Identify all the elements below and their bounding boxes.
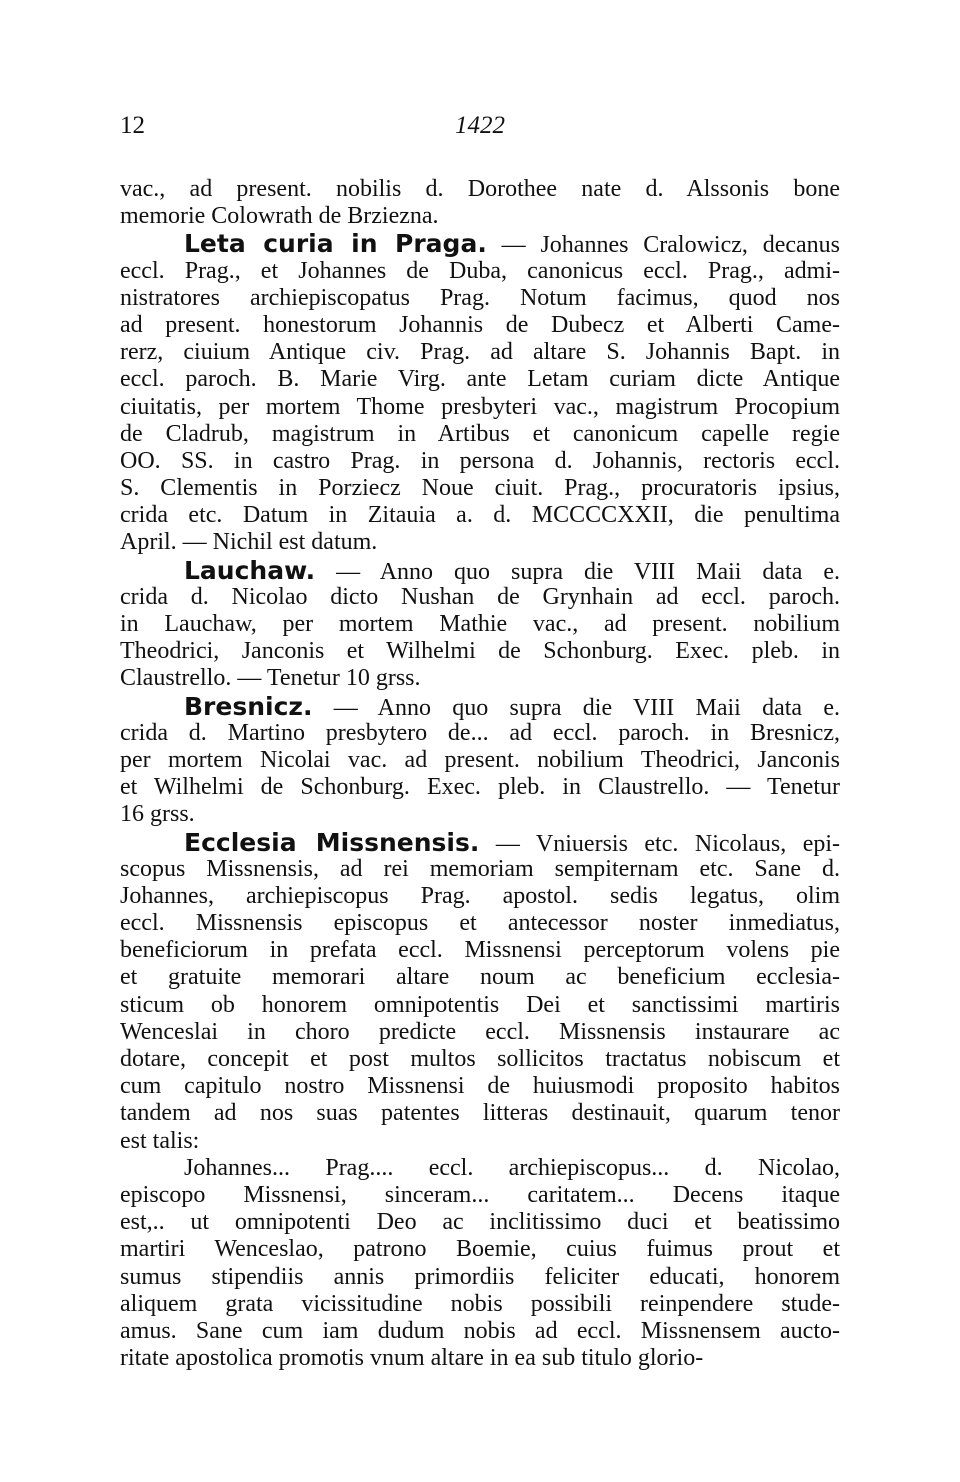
text-line bbox=[120, 1345, 840, 1372]
line-text: rerz, ciuium Antique civ. Prag. ad altare S. Johannis Bapt. in bbox=[120, 339, 840, 366]
text-line bbox=[120, 693, 840, 720]
text-line bbox=[120, 475, 840, 502]
text-line bbox=[120, 529, 840, 556]
line-text: — Anno quo supra die VIII Maii data e. bbox=[315, 558, 840, 584]
text-line bbox=[120, 448, 840, 475]
text-line bbox=[120, 665, 840, 692]
line-text: per mortem Nicolai vac. ad present. nobilium Theodrici, Janconis bbox=[120, 746, 840, 773]
paragraph bbox=[120, 557, 840, 693]
line-text: in Lauchaw, per mortem Mathie vac., ad present. nobilium bbox=[120, 611, 840, 637]
line-text: ad present. honestorum Johannis de Dubecz et Alberti Came- bbox=[120, 311, 840, 338]
paragraph bbox=[120, 230, 840, 556]
line-text: martiri Wenceslao, patrono Boemie, cuius fuimus prout et bbox=[120, 1236, 840, 1263]
line-text: nistratores archiepiscopatus Prag. Notum facimus, quod nos bbox=[120, 284, 840, 311]
line-text: scopus Missnensis, ad rei memoriam sempiternam etc. Sane d. bbox=[120, 855, 840, 882]
line-text: Johannes, archiepiscopus Prag. apostol. sedis legatus, olim bbox=[120, 882, 840, 909]
line-text: — Anno quo supra die VIII Maii data e. bbox=[312, 694, 840, 720]
text-line bbox=[120, 1182, 840, 1209]
text-line bbox=[120, 285, 840, 312]
text-line bbox=[120, 366, 840, 393]
line-text: — Johannes Cralowicz, decanus bbox=[486, 232, 840, 258]
line-text: et gratuite memorari altare noum ac beneficium ecclesia- bbox=[120, 964, 840, 991]
line-text: S. Clementis in Porziecz Noue ciuit. Prag., procuratoris ipsius, bbox=[120, 475, 840, 502]
entry-heading: Lauchaw. bbox=[184, 556, 316, 584]
text-line bbox=[120, 258, 840, 285]
line-text: vac., ad present. nobilis d. Dorothee nate d. Alssonis bone bbox=[120, 176, 840, 202]
line-text: et Wilhelmi de Schonburg. Exec. pleb. in Claustrello. — Tenetur bbox=[120, 774, 840, 801]
text-line bbox=[120, 1019, 840, 1046]
line-text: ritate apostolica promotis vnum altare in ea sub titulo glorio- bbox=[120, 1345, 704, 1372]
body-text bbox=[120, 176, 840, 1372]
line-text: crida d. Nicolao dicto Nushan de Grynhain ad eccl. paroch. bbox=[120, 583, 840, 610]
running-head-year: 1422 bbox=[455, 112, 505, 139]
text-line bbox=[120, 611, 840, 638]
text-line bbox=[120, 502, 840, 529]
line-text: tandem ad nos suas patentes litteras destinauit, quarum tenor bbox=[120, 1100, 840, 1127]
entry-heading: Leta curia in Praga. bbox=[184, 230, 487, 258]
text-line bbox=[120, 584, 840, 611]
text-line bbox=[120, 421, 840, 448]
text-line bbox=[120, 856, 840, 883]
text-line bbox=[120, 1291, 840, 1318]
text-line bbox=[120, 1236, 840, 1263]
text-line bbox=[120, 557, 840, 584]
line-text: cum capitulo nostro Missnensi de huiusmodi proposito habitos bbox=[120, 1073, 840, 1100]
line-text: — Vniuersis etc. Nicolaus, epi- bbox=[479, 830, 840, 856]
text-line bbox=[120, 203, 840, 230]
text-line bbox=[120, 964, 840, 991]
text-line bbox=[120, 230, 840, 257]
line-text: episcopo Missnensi, sinceram... caritatem... Decens itaque bbox=[120, 1181, 840, 1208]
text-line bbox=[120, 774, 840, 801]
text-line bbox=[120, 801, 840, 828]
text-line bbox=[120, 1128, 840, 1155]
text-line bbox=[120, 1264, 840, 1291]
line-text: 16 grss. bbox=[120, 801, 195, 828]
line-text: sticum ob honorem omnipotentis Dei et sanctissimi martiris bbox=[120, 991, 840, 1018]
text-line bbox=[120, 992, 840, 1019]
text-line bbox=[120, 1155, 840, 1182]
text-line bbox=[120, 883, 840, 910]
line-text: eccl. Prag., et Johannes de Duba, canonicus eccl. Prag., admi- bbox=[120, 257, 840, 284]
text-line bbox=[120, 1046, 840, 1073]
entry-heading: Ecclesia Missnensis. bbox=[184, 828, 480, 856]
text-line bbox=[120, 1209, 840, 1236]
line-text: de Cladrub, magistrum in Artibus et canonicum capelle regie bbox=[120, 420, 840, 447]
line-text: eccl. paroch. B. Marie Virg. ante Letam curiam dicte Antique bbox=[120, 366, 840, 393]
line-text: Claustrello. — Tenetur 10 grss. bbox=[120, 665, 421, 692]
line-text: Theodrici, Janconis et Wilhelmi de Schonburg. Exec. pleb. in bbox=[120, 638, 840, 665]
line-text: ciuitatis, per mortem Thome presbyteri vac., magistrum Procopium bbox=[120, 393, 840, 420]
text-line bbox=[120, 176, 840, 203]
line-text: memorie Colowrath de Brziezna. bbox=[120, 203, 439, 230]
line-text: OO. SS. in castro Prag. in persona d. Johannis, rectoris eccl. bbox=[120, 447, 840, 474]
paragraph bbox=[120, 693, 840, 829]
paragraph bbox=[120, 829, 840, 1155]
page-number: 12 bbox=[120, 112, 145, 139]
text-line bbox=[120, 1318, 840, 1345]
line-text: amus. Sane cum iam dudum nobis ad eccl. Missnensem aucto- bbox=[120, 1317, 840, 1344]
entry-heading: Bresnicz. bbox=[184, 692, 313, 720]
line-text: Wenceslai in choro predicte eccl. Missnensis instaurare ac bbox=[120, 1018, 840, 1045]
text-line bbox=[120, 829, 840, 856]
text-line bbox=[120, 1100, 840, 1127]
line-text: aliquem grata vicissitudine nobis possibili reinpendere stude- bbox=[120, 1290, 840, 1317]
text-line bbox=[120, 339, 840, 366]
line-text: Johannes... Prag.... eccl. archiepiscopus... d. Nicolao, bbox=[184, 1154, 840, 1181]
text-line bbox=[120, 747, 840, 774]
text-line bbox=[120, 394, 840, 421]
text-line bbox=[120, 910, 840, 937]
text-line bbox=[120, 720, 840, 747]
line-text: crida d. Martino presbytero de... ad eccl. paroch. in Bresnicz, bbox=[120, 719, 840, 746]
line-text: crida etc. Datum in Zitauia a. d. MCCCCXXII, die penultima bbox=[120, 502, 840, 529]
text-line bbox=[120, 312, 840, 339]
text-line bbox=[120, 1073, 840, 1100]
line-text: est,.. ut omnipotenti Deo ac inclitissimo duci et beatissimo bbox=[120, 1209, 840, 1236]
line-text: est talis: bbox=[120, 1127, 200, 1154]
text-line bbox=[120, 937, 840, 964]
line-text: eccl. Missnensis episcopus et antecessor noster inmediatus, bbox=[120, 910, 840, 937]
text-line bbox=[120, 638, 840, 665]
line-text: dotare, concepit et post multos sollicitos tractatus nobiscum et bbox=[120, 1046, 840, 1072]
line-text: sumus stipendiis annis primordiis feliciter educati, honorem bbox=[120, 1263, 840, 1290]
running-head bbox=[120, 112, 840, 142]
line-text: April. — Nichil est datum. bbox=[120, 529, 378, 556]
paragraph bbox=[120, 1155, 840, 1373]
line-text: beneficiorum in prefata eccl. Missnensi perceptorum volens pie bbox=[120, 937, 840, 964]
paragraph bbox=[120, 176, 840, 230]
